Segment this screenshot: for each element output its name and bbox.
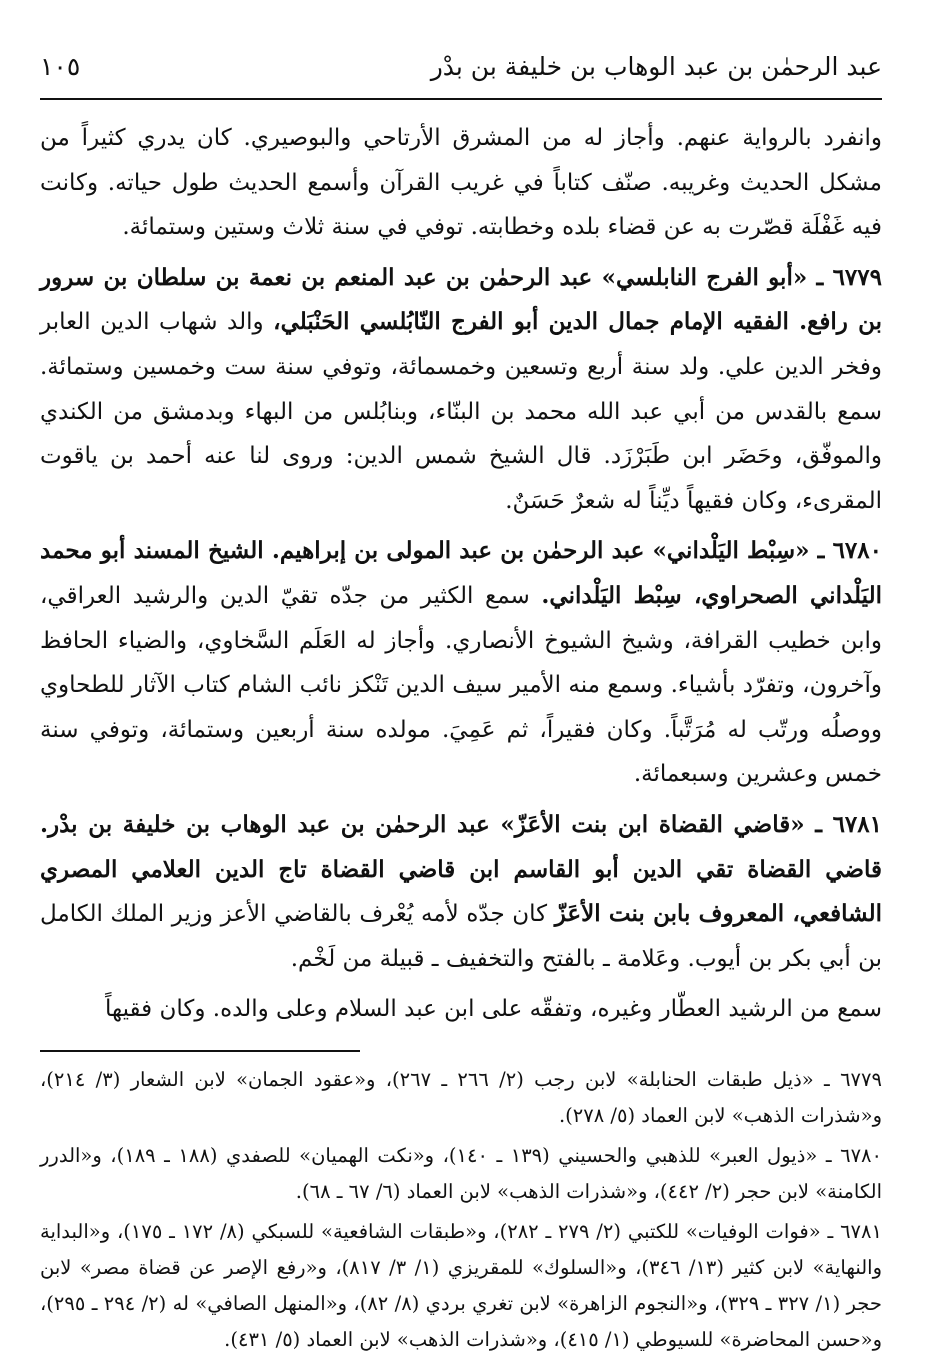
intro-paragraph: وانفرد بالرواية عنهم. وأجاز له من المشرق الأرتاحي والبوصيري. كان يدري كثيراً من مشكل الحديث وغريبه. صنّف كتاباً في غريب القرآن وأسمع الحديث طول حياته. وكانت فيه غَفْلَة قصّرت به عن قضاء بلده وخطابته. توفي في سنة ثلاث وستين وستمائة. — [40, 125, 882, 241]
running-title: عبد الرحمٰن بن عبد الوهاب بن خليفة بن بدْر — [430, 52, 882, 81]
entry-6781-text: كان جدّه لأمه يُعْرف بالقاضي الأعز وزير الملك الكامل بن أبي بكر بن أيوب. وعَلامة ـ بالفتح والتخفيف ـ قبيلة من لَخْم. — [40, 901, 882, 972]
entry-6781-heading: ٦٧٨١ ـ «قاضي القضاة ابن بنت الأعَزّ» عبد الرحمٰن بن عبد الوهاب بن خليفة بن بدْر. قاضي القضاة تقي الدين أبو القاسم ابن قاضي القضاة تاج الدين العلامي المصري الشافعي، المعروف بابن بنت الأعَزّ — [40, 810, 882, 928]
main-text — [40, 116, 882, 1032]
entry-6780 — [40, 529, 882, 797]
footnote-6781: ٦٧٨١ ـ «فوات الوفيات» للكتبي (٢/ ٢٧٩ ـ ٢٨٢)، و«طبقات الشافعية» للسبكي (٨/ ١٧٢ ـ ١٧٥)، و«البداية والنهاية» لابن كثير (١٣/ ٣٤٦)، و«السلوك» للمقريزي (١/ ٣/ ٨١٧)، و«رفع الإصر عن قضاة مصر» لابن حجر (١/ ٣٢٧ ـ ٣٢٩)، و«النجوم الزاهرة» لابن تغري بردي (٨/ ٨٢)، و«المنهل الصافي» له (٢/ ٢٩٤ ـ ٢٩٥)، و«حسن المحاضرة» للسيوطي (١/ ٤١٥)، و«شذرات الذهب» لابن العماد (٥/ ٤٣١). — [40, 1219, 882, 1351]
entry-6781-continuation: سمع من الرشيد العطّار وغيره، وتفقّه على ابن عبد السلام وعلى والده. وكان فقيهاً — [105, 996, 882, 1023]
entry-6779 — [40, 256, 882, 524]
entry-6779-heading: ٦٧٧٩ ـ «أبو الفرج النابلسي» عبد الرحمٰن بن عبد المنعم بن نعمة بن سلطان بن سرور بن رافع. الفقيه الإمام جمال الدين أبو الفرج النّابُلسي الحَنْبَلي، — [40, 263, 882, 336]
page-number: ١٠٥ — [40, 52, 81, 81]
footnote-6779: ٦٧٧٩ ـ «ذيل طبقات الحنابلة» لابن رجب (٢/ ٢٦٦ ـ ٢٦٧)، و«عقود الجمان» لابن الشعار (٣/ ٢١٤)، و«شذرات الذهب» لابن العماد (٥/ ٢٧٨). — [40, 1067, 882, 1127]
footnote-divider — [40, 1050, 360, 1052]
footnote-6780: ٦٧٨٠ ـ «ذيول العبر» للذهبي والحسيني (١٣٩ ـ ١٤٠)، و«نكت الهميان» للصفدي (١٨٨ ـ ١٨٩)، و«الدرر الكامنة» لابن حجر (٢/ ٤٤٢)، و«شذرات الذهب» لابن العماد (٦/ ٦٧ ـ ٦٨). — [40, 1143, 882, 1203]
entry-6780-heading: ٦٧٨٠ ـ «سِبْط اليَلْداني» عبد الرحمٰن بن عبد المولى بن إبراهيم. الشيخ المسند أبو محمد اليَلْداني الصحراوي، سِبْط اليَلْداني. — [40, 537, 882, 609]
entry-6780-text: سمع الكثير من جدّه تقيّ الدين والرشيد العراقي، وابن خطيب القرافة، وشيخ الشيوخ الأنصاري. وأجاز له العَلَم السَّخاوي، والضياء الحافظ وآخرون، وتفرّد بأشياء. وسمع منه الأمير سيف الدين تَنْكز نائب الشام كتاب الآثار للطحاوي ووصلُه ورتّب له مُرَتَّباً. وكان فقيراً، ثم عَمِيَ. مولده سنة أربعين وستمائة، وتوفي سنة خمس وعشرين وسبعمائة. — [40, 582, 882, 788]
page-header — [40, 28, 882, 100]
entry-6779-text: والد شهاب الدين العابر وفخر الدين علي. ولد سنة أربع وتسعين وخمسمائة، وتوفي سنة ست وخمسين وستمائة. سمع بالقدس من أبي عبد الله محمد بن البنّاء، وبنابُلس من البهاء وبدمشق من الكندي والموفّق، وحَضَر ابن طَبَرْزَد. قال الشيخ شمس الدين: وروى لنا عنه أحمد بن ياقوت المقرىء، وكان فقيهاً ديِّناً له شعرٌ حَسَنٌ. — [40, 309, 882, 514]
book-page — [40, 28, 882, 1362]
entry-6781 — [40, 803, 882, 981]
footnotes — [40, 1062, 882, 1358]
